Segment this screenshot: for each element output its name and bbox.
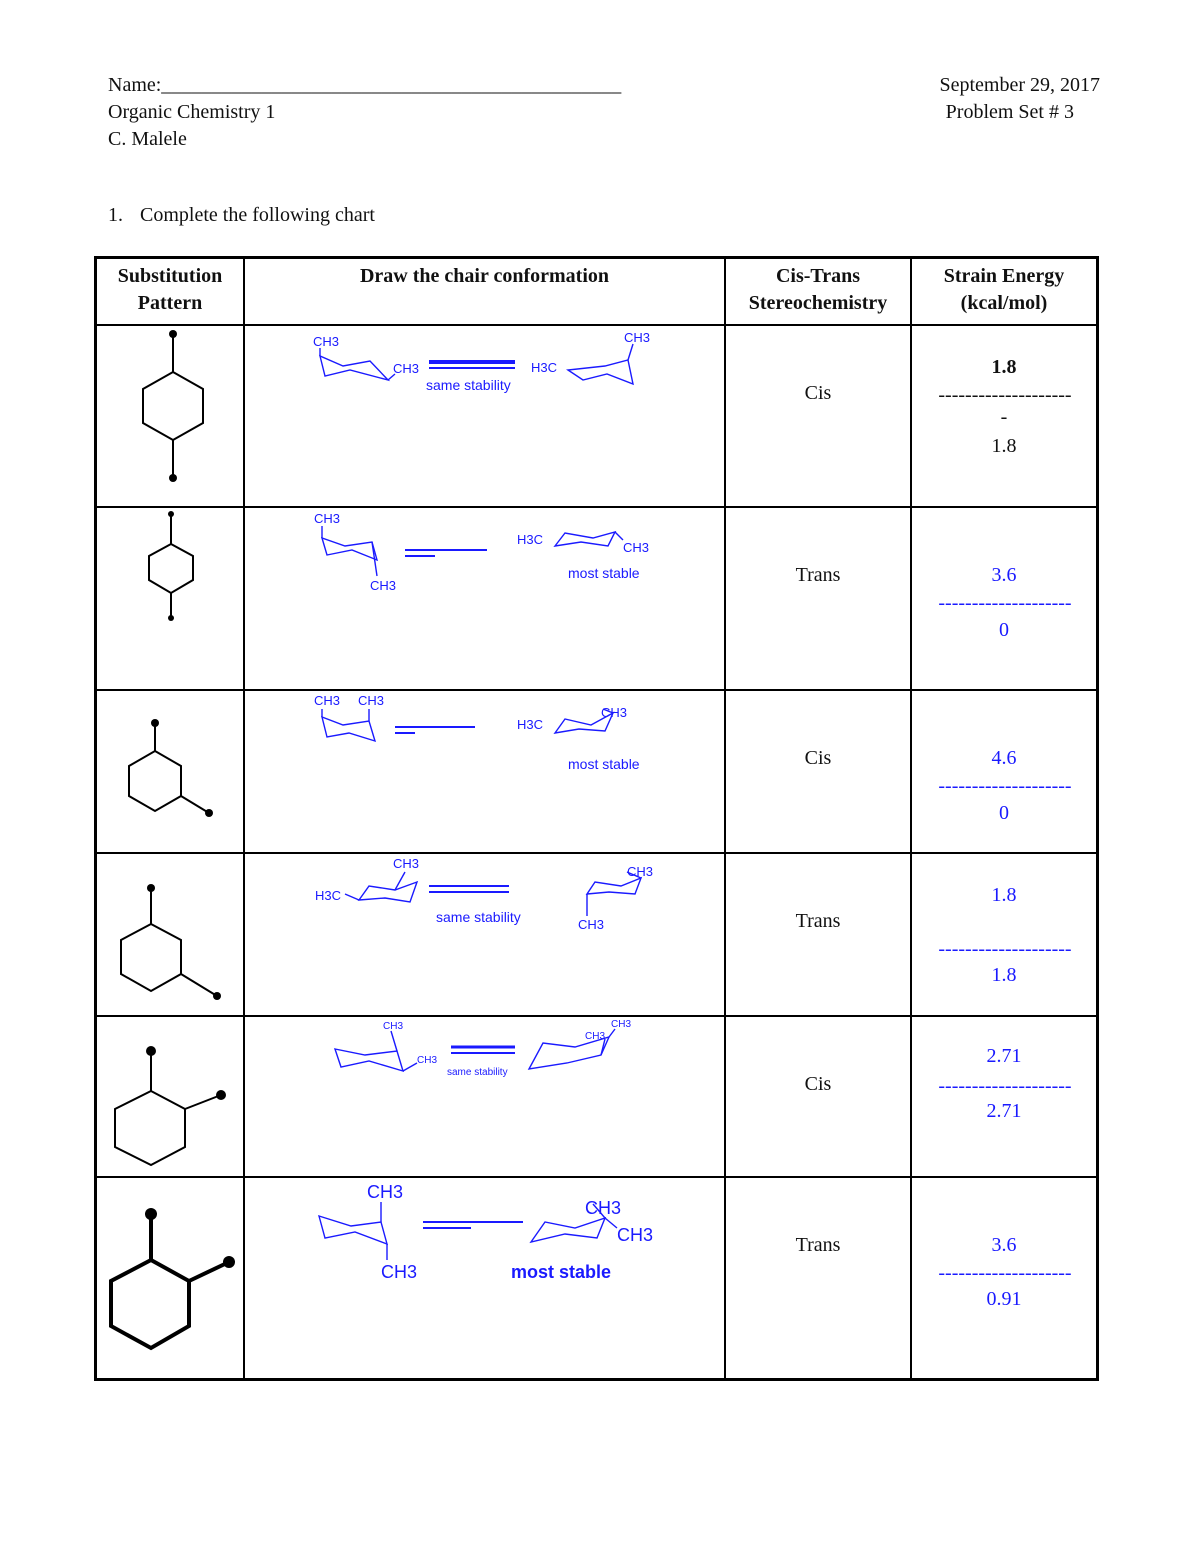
stereo-value: Trans (795, 909, 841, 932)
chair-conformation (244, 690, 725, 853)
chair-label: CH3 (627, 863, 654, 879)
strain-top: 3.6 (991, 563, 1017, 586)
question (108, 204, 375, 227)
stereo-cell (725, 853, 911, 1016)
header-right (939, 72, 1100, 126)
strain-top: 1.8 (991, 883, 1017, 906)
ortho-hexagon-diagram (97, 1017, 243, 1178)
stereo-cell (725, 690, 911, 853)
stability-note: most stable (511, 1261, 612, 1282)
header-text: Pattern (137, 292, 203, 314)
stereo-value: Cis (804, 746, 832, 769)
strain-cell (911, 1016, 1098, 1177)
chair-drawing (245, 1178, 724, 1381)
chair-label: CH3 (381, 1261, 418, 1282)
substitution-pattern (96, 507, 245, 690)
chair-label: CH3 (578, 916, 605, 932)
chair-drawing (245, 691, 724, 854)
question-number: 1. (108, 204, 123, 226)
header-chair (244, 258, 725, 325)
chair-drawing (245, 1017, 724, 1178)
substitution-pattern (96, 1177, 245, 1380)
stereo-value: Trans (795, 1233, 841, 1256)
chair-label: H3C (531, 359, 558, 375)
strain-divider: -------------------- (938, 591, 1072, 614)
stereo-value: Trans (795, 563, 841, 586)
chair-label: CH3 (393, 855, 420, 871)
strain-cell (911, 507, 1098, 690)
chair-label: H3C (315, 887, 342, 903)
strain-divider: -------------------- (938, 937, 1072, 960)
stability-note: most stable (568, 564, 640, 581)
header-text: Cis-Trans (775, 265, 861, 287)
stereo-cell (725, 325, 911, 507)
strain-cell (911, 1177, 1098, 1380)
table-row (96, 1016, 1098, 1177)
header-substitution (96, 258, 245, 325)
strain-top: 4.6 (991, 746, 1017, 769)
name-line: Name:______________________________________________ (108, 74, 622, 96)
strain-cell (911, 325, 1098, 507)
chair-conformation (244, 507, 725, 690)
table-row (96, 1177, 1098, 1380)
header-left (108, 72, 621, 153)
table-row (96, 690, 1098, 853)
meta-hexagon-diagram (97, 691, 243, 854)
chair-label: CH3 (624, 329, 651, 345)
header-cis-trans (725, 258, 911, 325)
table-row (96, 325, 1098, 507)
chair-label: CH3 (623, 539, 650, 555)
chair-drawing (245, 854, 724, 1017)
strain-cell (911, 853, 1098, 1016)
header-text: Draw the chair conformation (359, 265, 610, 287)
problem-set: Problem Set # 3 (945, 101, 1074, 123)
meta-hexagon-diagram (97, 854, 243, 1017)
chair-conformation (244, 1177, 725, 1380)
substitution-pattern (96, 325, 245, 507)
stereo-value: Cis (804, 381, 832, 404)
strain-top: 3.6 (991, 1233, 1017, 1256)
chair-conformation (244, 325, 725, 507)
chair-label: CH3 (358, 692, 385, 708)
para-hexagon-diagram-small (97, 508, 243, 691)
strain-divider: -------------------- (938, 774, 1072, 797)
strain-bottom: 2.71 (986, 1099, 1022, 1122)
chair-conformation (244, 1016, 725, 1177)
strain-extra: - (1000, 405, 1008, 428)
stereo-value: Cis (804, 1072, 832, 1095)
header-text: Substitution (117, 265, 223, 287)
strain-divider: -------------------- (938, 1261, 1072, 1284)
chair-conformation (244, 853, 725, 1016)
header-text: (kcal/mol) (960, 292, 1048, 314)
strain-bottom: 0 (999, 618, 1009, 641)
strain-divider: -------------------- (938, 1074, 1072, 1097)
table-row (96, 853, 1098, 1016)
table-row (96, 507, 1098, 690)
chair-label: CH3 (617, 1224, 654, 1245)
stereo-cell (725, 507, 911, 690)
stability-note: same stability (426, 376, 511, 393)
strain-bottom: 0 (999, 801, 1009, 824)
chair-label: CH3 (383, 1020, 404, 1032)
chair-label: CH3 (370, 577, 397, 593)
chair-label: CH3 (313, 333, 340, 349)
stereo-cell (725, 1016, 911, 1177)
substitution-pattern (96, 853, 245, 1016)
substitution-pattern (96, 1016, 245, 1177)
header-text: Stereochemistry (748, 292, 888, 314)
table-header-row (96, 258, 1098, 325)
strain-top: 2.71 (986, 1044, 1022, 1067)
chair-label: H3C (517, 716, 544, 732)
chair-label: H3C (517, 531, 544, 547)
strain-bottom: 1.8 (991, 434, 1017, 457)
stability-note: same stability (447, 1066, 508, 1078)
header-strain (911, 258, 1098, 325)
chart-table (94, 256, 1099, 1381)
chair-drawing (245, 326, 724, 508)
chair-label: CH3 (314, 692, 341, 708)
ortho-hexagon-diagram-bold (97, 1178, 243, 1381)
strain-bottom: 0.91 (986, 1287, 1022, 1310)
strain-top: 1.8 (991, 355, 1017, 378)
chair-label: CH3 (585, 1197, 622, 1218)
chair-drawing (245, 508, 724, 691)
chair-label: CH3 (611, 1018, 632, 1030)
date: September 29, 2017 (939, 74, 1100, 96)
para-hexagon-diagram (97, 326, 243, 508)
instructor: C. Malele (108, 128, 187, 150)
strain-cell (911, 690, 1098, 853)
stereo-cell (725, 1177, 911, 1380)
chair-label: CH3 (314, 510, 341, 526)
question-text: Complete the following chart (140, 204, 375, 226)
chair-label: CH3 (367, 1181, 404, 1202)
stability-note: most stable (568, 755, 640, 772)
chair-label: CH3 (601, 704, 628, 720)
stability-note: same stability (436, 908, 521, 925)
strain-divider: -------------------- (938, 383, 1072, 406)
chair-label: CH3 (393, 360, 420, 376)
strain-bottom: 1.8 (991, 963, 1017, 986)
header-text: Strain Energy (943, 265, 1065, 287)
chair-label: CH3 (585, 1030, 606, 1042)
course-title: Organic Chemistry 1 (108, 101, 276, 123)
substitution-pattern (96, 690, 245, 853)
chair-label: CH3 (417, 1054, 438, 1066)
